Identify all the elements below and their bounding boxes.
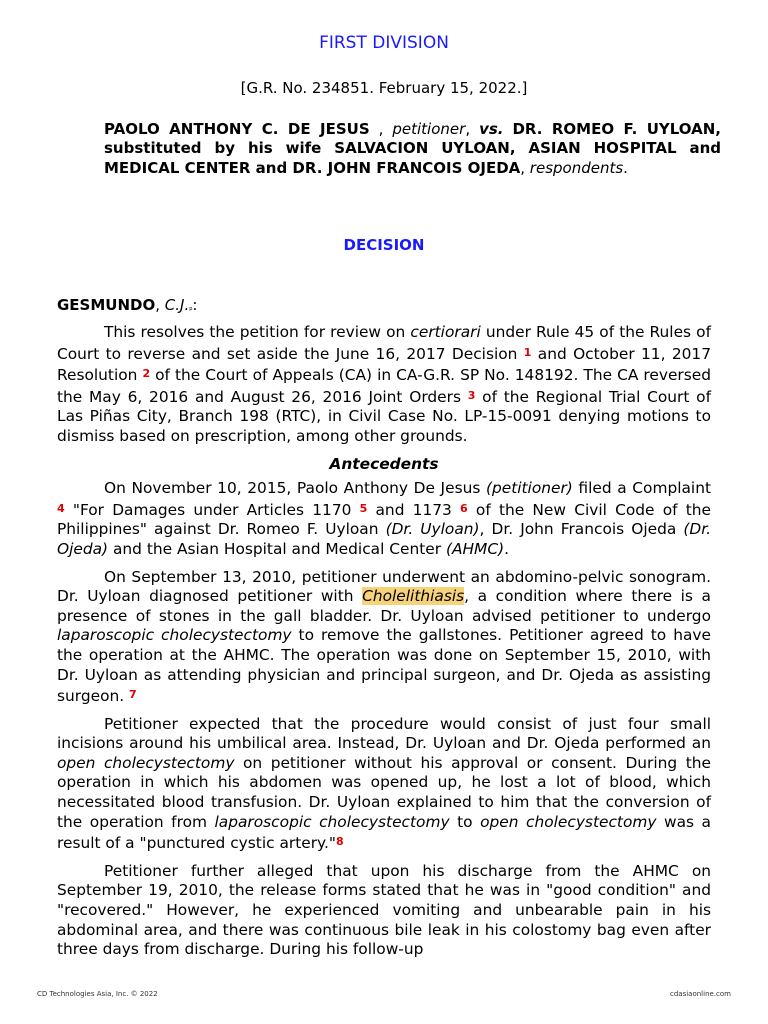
ponente-mark: p	[189, 306, 193, 312]
decision-title: DECISION	[343, 236, 425, 254]
case-parties: PAOLO ANTHONY C. DE JESUS , petitioner, vs. DR. ROMEO F. UYLOAN, substituted by his wife SALVACION UYLOAN, ASIAN HOSPITAL and MEDICAL CENTER and DR. JOHN FRANCOIS OJEDA, respondents.	[104, 120, 721, 177]
footnote-link[interactable]: 6	[460, 501, 468, 515]
footer-site: cdasiaonline.com	[670, 990, 731, 998]
versus: vs.	[479, 120, 504, 138]
paragraph-2: On November 10, 2015, Paolo Anthony De Jesus (petitioner) filed a Complaint 4 "For Damages under Articles 1170 5 and 1173 6 of the New Civil Code of the Philippines" against Dr. Romeo F. Uyloan (Dr. Uyloan), Dr. John Francois Ojeda (Dr. Ojeda) and the Asian Hospital and Medical Center (AHMC).	[57, 479, 712, 558]
paragraph-3: On September 13, 2010, petitioner underwent an abdomino-pelvic sonogram. Dr. Uyloan diagnosed petitioner with Cholelithiasis, a condition where there is a presence of stones in the gall bladder. Dr. Uyloan advised petitioner to undergo laparoscopic cholecystectomy to remove the gallstones. Petitioner agreed to have the operation at the AHMC. The operation was done on September 15, 2010, with Dr. Uyloan as attending physician and principal surgeon, and Dr. Ojeda as assisting surgeon. 7	[57, 567, 711, 706]
gr-number: [G.R. No. 234851. February 15, 2022.]	[240, 79, 528, 97]
paragraph-5: Petitioner further alleged that upon his discharge from the AHMC on September 19, 2010, the release forms stated that he was in "good condition" and "recovered." However, he experienced vomiting and unbearable pain in his abdominal area, and there was continuous bile leak in his colostomy bag even after three days from discharge. During his follow-up	[57, 861, 711, 959]
ponente: GESMUNDO, C.J.p:	[57, 296, 198, 314]
footnote-link[interactable]: 8	[335, 835, 344, 849]
division-heading: FIRST DIVISION	[319, 33, 449, 53]
footnote-link[interactable]: 1	[523, 345, 532, 359]
respondents-names: DR. ROMEO F. UYLOAN, substituted by his wife SALVACION UYLOAN, ASIAN HOSPITAL and MEDICAL CENTER and DR. JOHN FRANCOIS OJEDA	[104, 120, 721, 177]
footnote-link[interactable]: 2	[142, 367, 151, 381]
paragraph-1: This resolves the petition for review on certiorari under Rule 45 of the Rules of Court to reverse and set aside the June 16, 2017 Decision 1 and October 11, 2017 Resolution 2 of the Court of Appeals (CA) in CA-G.R. SP No. 148192. The CA reversed the May 6, 2016 and August 26, 2016 Joint Orders 3 of the Regional Trial Court of Las Piñas City, Branch 198 (RTC), in Civil Case No. LP-15-0091 denying motions to dismiss based on prescription, among other grounds.	[57, 323, 712, 445]
ponente-title: C.J.	[164, 296, 190, 314]
footnote-link[interactable]: 5	[359, 501, 368, 515]
ponente-name: GESMUNDO	[57, 296, 156, 314]
decision-body	[57, 323, 711, 968]
petitioner-role: petitioner	[392, 120, 466, 138]
footnote-link[interactable]: 4	[57, 501, 65, 515]
petitioner-name: PAOLO ANTHONY C. DE JESUS	[104, 120, 370, 138]
footnote-link[interactable]: 7	[129, 688, 137, 702]
paragraph-4: Petitioner expected that the procedure would consist of just four small incisions around his umbilical area. Instead, Dr. Uyloan and Dr. Ojeda performed an open cholecystectomy on petitioner without his approval or consent. During the operation in which his abdomen was opened up, he lost a lot of blood, which necessitated blood transfusion. Dr. Uyloan explained to him that the conversion of the operation from laparoscopic cholecystectomy to open cholecystectomy was a result of a "punctured cystic artery."8	[57, 714, 711, 853]
respondents-role: respondents	[529, 158, 624, 177]
antecedents-heading: Antecedents	[329, 454, 439, 473]
highlighted-term: Cholelithiasis	[362, 587, 465, 606]
footer-copyright: CD Technologies Asia, Inc. © 2022	[37, 990, 158, 998]
footnote-link[interactable]: 3	[467, 388, 476, 402]
